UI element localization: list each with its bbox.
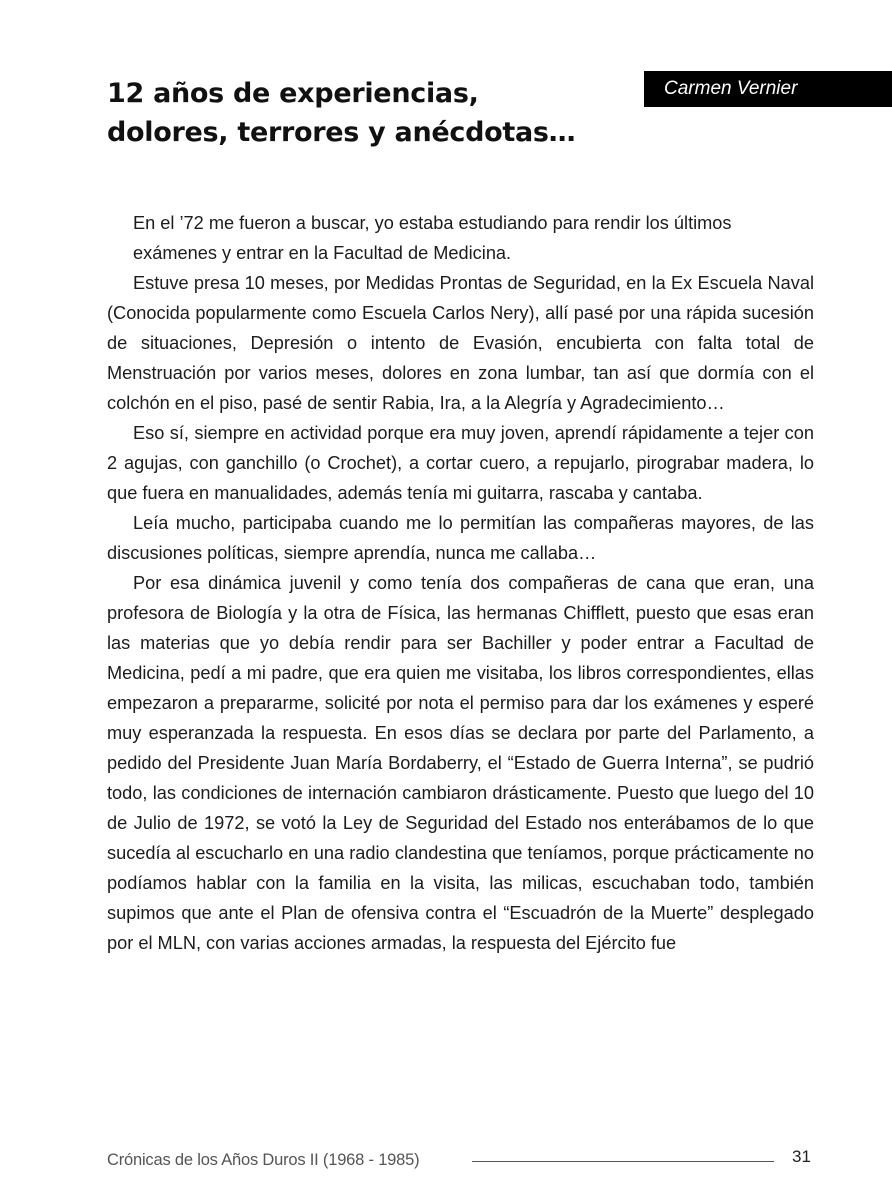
footer-book-title: Crónicas de los Años Duros II (1968 - 1985): [107, 1151, 420, 1169]
author-name: Carmen Vernier: [664, 78, 798, 99]
paragraph-5: Por esa dinámica juvenil y como tenía dos compañeras de cana que eran, una profesora de Biología y la otra de Física, las hermanas Chifflett, puesto que esas eran las materias que yo debía rendir para ser Bachiller y poder entrar a Facultad de Medicina, pedí a mi padre, que era quien me visitaba, los libros correspondientes, ellas empezaron a prepararme, solicité por nota el permiso para dar los exámenes y esperé muy esperanzada la respuesta. En esos días se declara por parte del Parlamento, a pedido del Presidente Juan María Bordaberry, el “Estado de Guerra Interna”, se pudrió todo, las condiciones de internación cambiaron drásticamente. Puesto que luego del 10 de Julio de 1972, se votó la Ley de Seguridad del Estado nos enterábamos de lo que sucedía al escucharlo en una radio clandestina que teníamos, porque prácticamente no podíamos hablar con la familia en la visita, las milicas, escuchaban todo, también supimos que ante el Plan de ofensiva contra el “Escuadrón de la Muerte” desplegado por el MLN, con varias acciones armadas, la respuesta del Ejército fue: [107, 573, 814, 953]
page-number: 31: [792, 1147, 811, 1166]
paragraph-4: Leía mucho, participaba cuando me lo permitían las compañeras mayores, de las discusiones políticas, siempre aprendía, nunca me callaba…: [107, 513, 814, 563]
author-tab: [644, 71, 892, 107]
title-line-2: dolores, terrores y anécdotas…: [107, 117, 576, 148]
paragraph-1: En el ’72 me fueron a buscar, yo estaba estudiando para rendir los últimos exámenes y entrar en la Facultad de Medicina.: [133, 213, 732, 263]
footer-divider: [472, 1161, 774, 1162]
paragraph-3: Eso sí, siempre en actividad porque era muy joven, aprendí rápidamente a tejer con 2 agujas, con ganchillo (o Crochet), a cortar cuero, a repujarlo, pirograbar madera, lo que fuera en manualidades, además tenía mi guitarra, rascaba y cantaba.: [107, 423, 814, 503]
article-body: [107, 208, 814, 958]
paragraph-2: Estuve presa 10 meses, por Medidas Prontas de Seguridad, en la Ex Escuela Naval (Conocida popularmente como Escuela Carlos Nery), allí pasé por una rápida sucesión de situaciones, Depresión o intento de Evasión, encubierta con falta total de Menstruación por varios meses, dolores en zona lumbar, tan así que dormía con el colchón en el piso, pasé de sentir Rabia, Ira, a la Alegría y Agradecimiento…: [107, 273, 814, 413]
title-line-1: 12 años de experiencias,: [107, 78, 479, 109]
article-title: [107, 74, 627, 152]
